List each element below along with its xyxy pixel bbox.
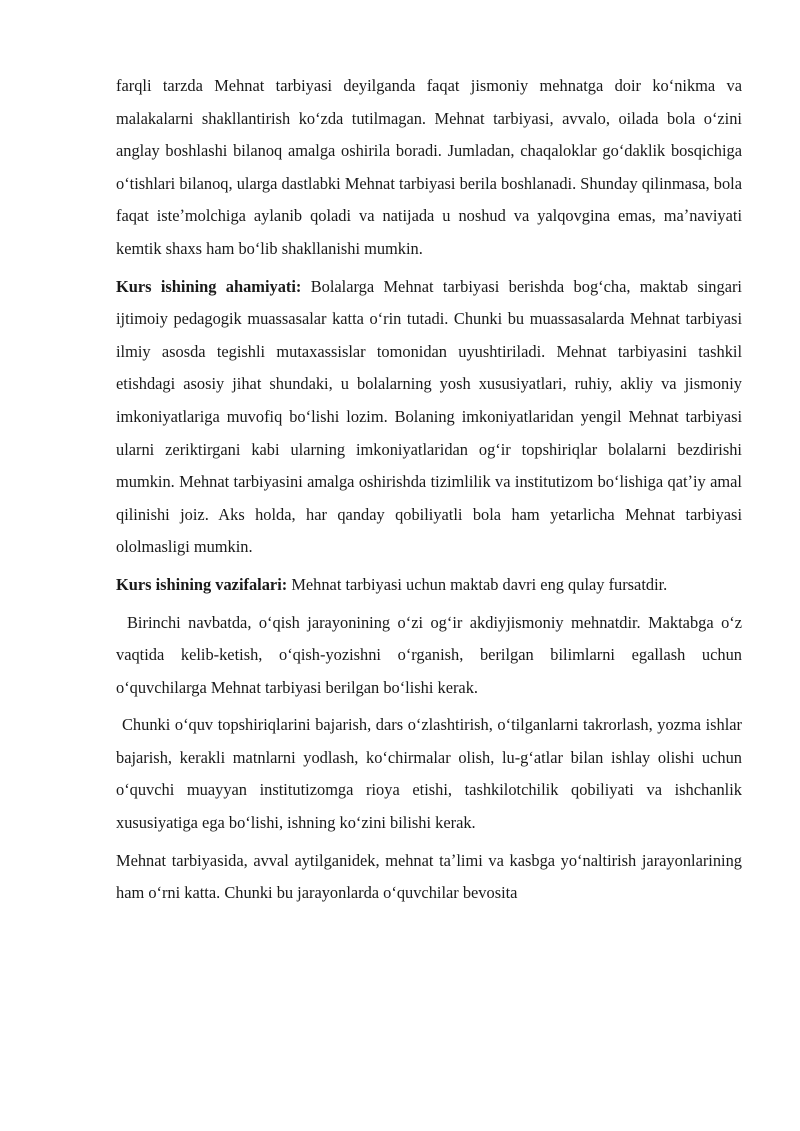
paragraph-mehnat-tarbiyasida bbox=[116, 845, 742, 910]
paragraph-text: Birinchi navbatda, oʻqish jarayonining oʻzi ogʻir akdiyjismoniy mehnatdir. Maktabga oʻz vaqtida kelib-ketish, oʻqish-yozishni oʻrganish, berilgan bilimlarni egallash uchun oʻquvchilarga Mehnat tarbiyasi berilgan boʻlishi kerak. bbox=[116, 612, 742, 697]
document-page bbox=[116, 70, 742, 915]
paragraph-intro bbox=[116, 70, 742, 266]
section-heading-ahamiyati: Kurs ishining ahamiyati: bbox=[116, 276, 302, 296]
paragraph-text: farqli tarzda Mehnat tarbiyasi deyilganda faqat jismoniy mehnatga doir koʻnikma va malakalarni shakllantirish koʻzda tutilmagan. Mehnat tarbiyasi, avvalo, oilada bola oʻzini anglay boshlashi bilanoq amalga oshirila boradi. Jumladan, chaqaloklar goʻdaklik bosqichiga oʻtishlari bilanoq, ularga dastlabki Mehnat tarbiyasi berila boshlanadi. Shunday qilinmasa, bola faqat isteʼmolchiga aylanib qoladi va natijada u noshud va yalqovgina emas, maʼnaviyati kemtik shaxs ham boʻlib shakllanishi mumkin. bbox=[116, 76, 742, 258]
section-heading-vazifalari: Kurs ishining vazifalari: bbox=[116, 574, 288, 594]
paragraph-text: Mehnat tarbiyasida, avval aytilganidek, mehnat taʼlimi va kasbga yoʻnaltirish jarayonlarining ham oʻrni katta. Chunki bu jarayonlarda oʻquvchilar bevosita bbox=[116, 850, 742, 903]
paragraph-text: Mehnat tarbiyasi uchun maktab davri eng qulay fursatdir. bbox=[287, 574, 668, 594]
paragraph-vazifalari bbox=[116, 569, 742, 602]
paragraph-birinchi bbox=[116, 607, 742, 705]
paragraph-text: Chunki oʻquv topshiriqlarini bajarish, dars oʻzlashtirish, oʻtilganlarni takrorlash, yozma ishlar bajarish, kerakli matnlarni yodlash, koʻchirmalar olish, lu-gʻatlar bilan ishlay olishi uchun oʻquvchi muayyan institutizomga rioya etishi, tashkilotchilik qobiliyati va ishchanlik xususiyatiga ega boʻlishi, ishning koʻzini bilishi kerak. bbox=[116, 715, 742, 833]
paragraph-text: Bolalarga Mehnat tarbiyasi berishda bogʻcha, maktab singari ijtimoiy pedagogik muassasalar katta oʻrin tutadi. Chunki bu muassasalarda Mehnat tarbiyasi ilmiy asosda tegishli mutaxassislar tomonidan uyushtiriladi. Mehnat tarbiyasini tashkil etishdagi asosiy jihat shundaki, u bolalarning yosh xususiyatlari, ruhiy, akliy va jismoniy imkoniyatlariga muvofiq boʻlishi lozim. Bolaning imkoniyatlaridan yengil Mehnat tarbiyasi ularni zeriktirgani kabi ularning imkoniyatlaridan ogʻir topshiriqlar bolalarni bezdirishi mumkin. Mehnat tarbiyasini amalga oshirishda tizimlilik va institutizom boʻlishiga qatʼiy amal qilinishi joiz. Aks holda, har qanday qobiliyatli bola ham yetarlicha Mehnat tarbiyasi ololmasligi mumkin. bbox=[116, 276, 742, 557]
paragraph-chunki bbox=[116, 709, 742, 839]
paragraph-ahamiyati bbox=[116, 271, 742, 564]
